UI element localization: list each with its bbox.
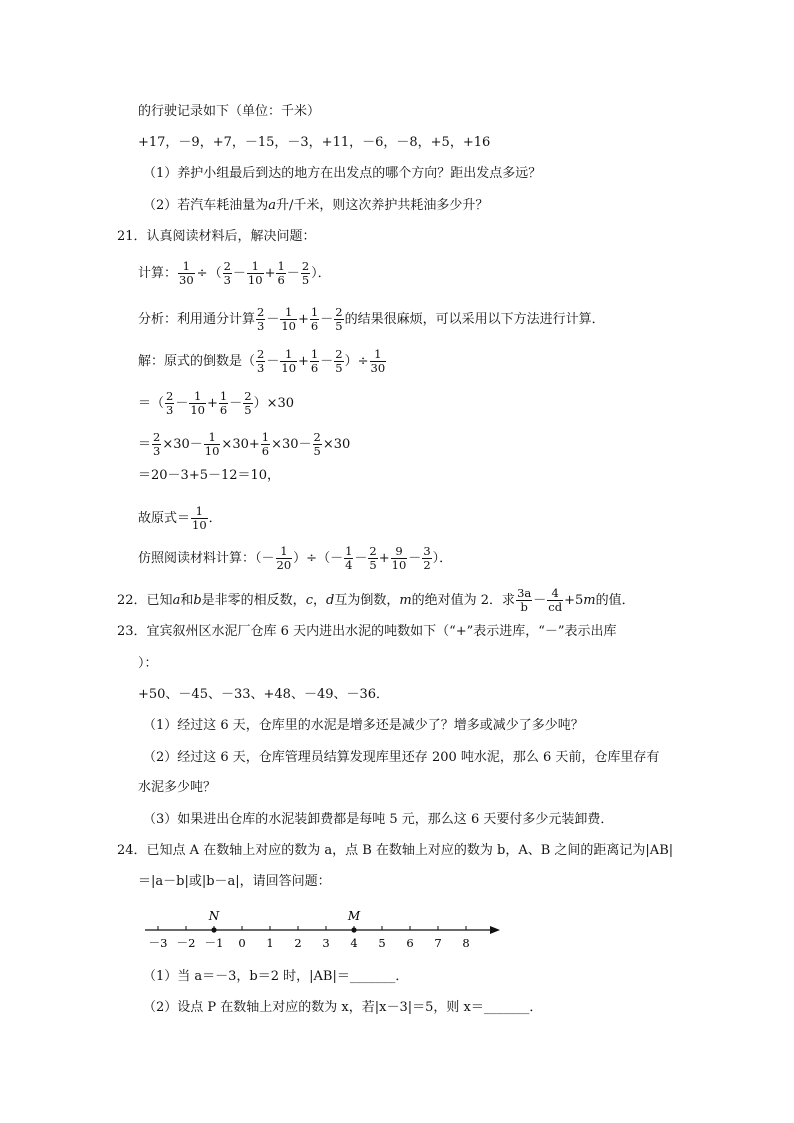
- q21-analysis: 分析：利用通分计算 $\frac{2}{3}$ － $\frac{1}{10}$ + $\frac{1}{6}$ － $\frac{2}{5}$ 的结果很麻烦，可以采用以下方法进行计算．: [138, 305, 605, 333]
- q21-intro: 认真阅读材料后，解决问题：: [146, 229, 316, 244]
- q20-part2: （2）若汽车耗油量为a升/千米，则这次养护共耗油多少升？: [143, 198, 489, 213]
- axis-tick-label: 3: [322, 936, 330, 950]
- fraction: $\frac{1}{30}$: [179, 259, 194, 287]
- axis-tick-label: －3: [148, 936, 168, 950]
- q22: 22．已知a和b是非零的相反数，c，d互为倒数，m的绝对值为 2．求 $\frac{3a}{b}$ － $\frac{4}{cd}$ +5m的值．: [117, 586, 635, 614]
- arrow-head: [490, 926, 500, 934]
- axis-tick-label: 8: [462, 936, 470, 950]
- q23-part1: （1）经过这 6 天，仓库里的水泥是增多还是减少了？增多或减少了多少吨？: [143, 718, 584, 733]
- q23-line1: 23．宜宾叙州区水泥厂仓库 6 天内进出水泥的吨数如下（“+”表示进库，“－”表示出库: [117, 624, 617, 639]
- q21-step3: ＝20－3+5－12＝10，: [138, 468, 281, 483]
- point-m-label: M: [347, 909, 361, 923]
- point-n-label: N: [208, 909, 220, 923]
- point-n-dot: [211, 927, 216, 932]
- point-m-dot: [351, 927, 356, 932]
- q20-intro: 的行驶记录如下（单位：千米）: [138, 104, 321, 119]
- q21-solution-start: 解：原式的倒数是（ $\frac{2}{3}$ － $\frac{1}{10}$ + $\frac{1}{6}$ － $\frac{2}{5}$ ）÷ $\frac{1}{30}$: [138, 347, 386, 375]
- q24-line2: ＝|a－b|或|b－a|，请回答问题：: [138, 874, 331, 889]
- q20-part1: （1）养护小组最后到达的地方在出发点的哪个方向？距出发点多远？: [143, 166, 542, 181]
- axis-tick-label: 7: [434, 936, 442, 950]
- q21-header: [117, 228, 316, 246]
- q24-part1: （1）当 a＝－3，b＝2 时，|AB|＝_______．: [143, 969, 409, 984]
- q24-line1: 24．已知点 A 在数轴上对应的数为 a，点 B 在数轴上对应的数为 b，A、B 之间的距离记为|AB|: [117, 843, 674, 858]
- number-line: [140, 905, 520, 955]
- q23-line2: ）：: [138, 656, 158, 671]
- q21-imitate: 仿照阅读材料计算：（－ $\frac{1}{20}$ ）÷（－ $\frac{1}{4}$ － $\frac{2}{5}$ + $\frac{9}{10}$ － $\frac{3}{2}$ ）．: [138, 544, 453, 572]
- q20-records: +17，－9，+7，－15，－3，+11，－6，－8，+5，+16: [138, 135, 491, 150]
- axis-tick-label: 0: [238, 936, 246, 950]
- q23-part3: （3）如果进出仓库的水泥装卸费都是每吨 5 元，那么这 6 天要付多少元装卸费．: [143, 812, 614, 827]
- q24-part2: （2）设点 P 在数轴上对应的数为 x，若|x－3|＝5，则 x＝_______．: [143, 1000, 543, 1015]
- axis-tick-label: －1: [204, 936, 224, 950]
- q21-calc-expression: 计算： $\frac{1}{30}$ ÷（ $\frac{2}{3}$ － $\frac{1}{10}$ + $\frac{1}{6}$ － $\frac{2}{5}$ ）．: [138, 259, 331, 287]
- q23-records: +50、－45、－33、+48、－49、－36．: [138, 687, 390, 702]
- q23-part2a: （2）经过这 6 天，仓库管理员结算发现库里还存 200 吨水泥，那么 6 天前，仓库里存有: [143, 750, 660, 765]
- axis-tick-label: 6: [406, 936, 414, 950]
- axis-tick-label: 4: [350, 936, 358, 950]
- q21-step1: ＝（ $\frac{2}{3}$ － $\frac{1}{10}$ + $\frac{1}{6}$ － $\frac{2}{5}$ ）×30: [138, 389, 295, 417]
- axis-tick-label: －2: [176, 936, 196, 950]
- q21-step2: ＝ $\frac{2}{3}$ ×30－ $\frac{1}{10}$ ×30+ $\frac{1}{6}$ ×30－ $\frac{2}{5}$ ×30: [138, 430, 351, 458]
- axis-tick-label: 5: [378, 936, 386, 950]
- q23-part2b: 水泥多少吨？: [138, 780, 217, 795]
- axis-tick-label: 1: [266, 936, 274, 950]
- q21-conclusion: 故原式＝ $\frac{1}{10}$ ．: [138, 504, 222, 532]
- axis-tick-label: 2: [294, 936, 302, 950]
- q21-number: 21．: [117, 229, 147, 244]
